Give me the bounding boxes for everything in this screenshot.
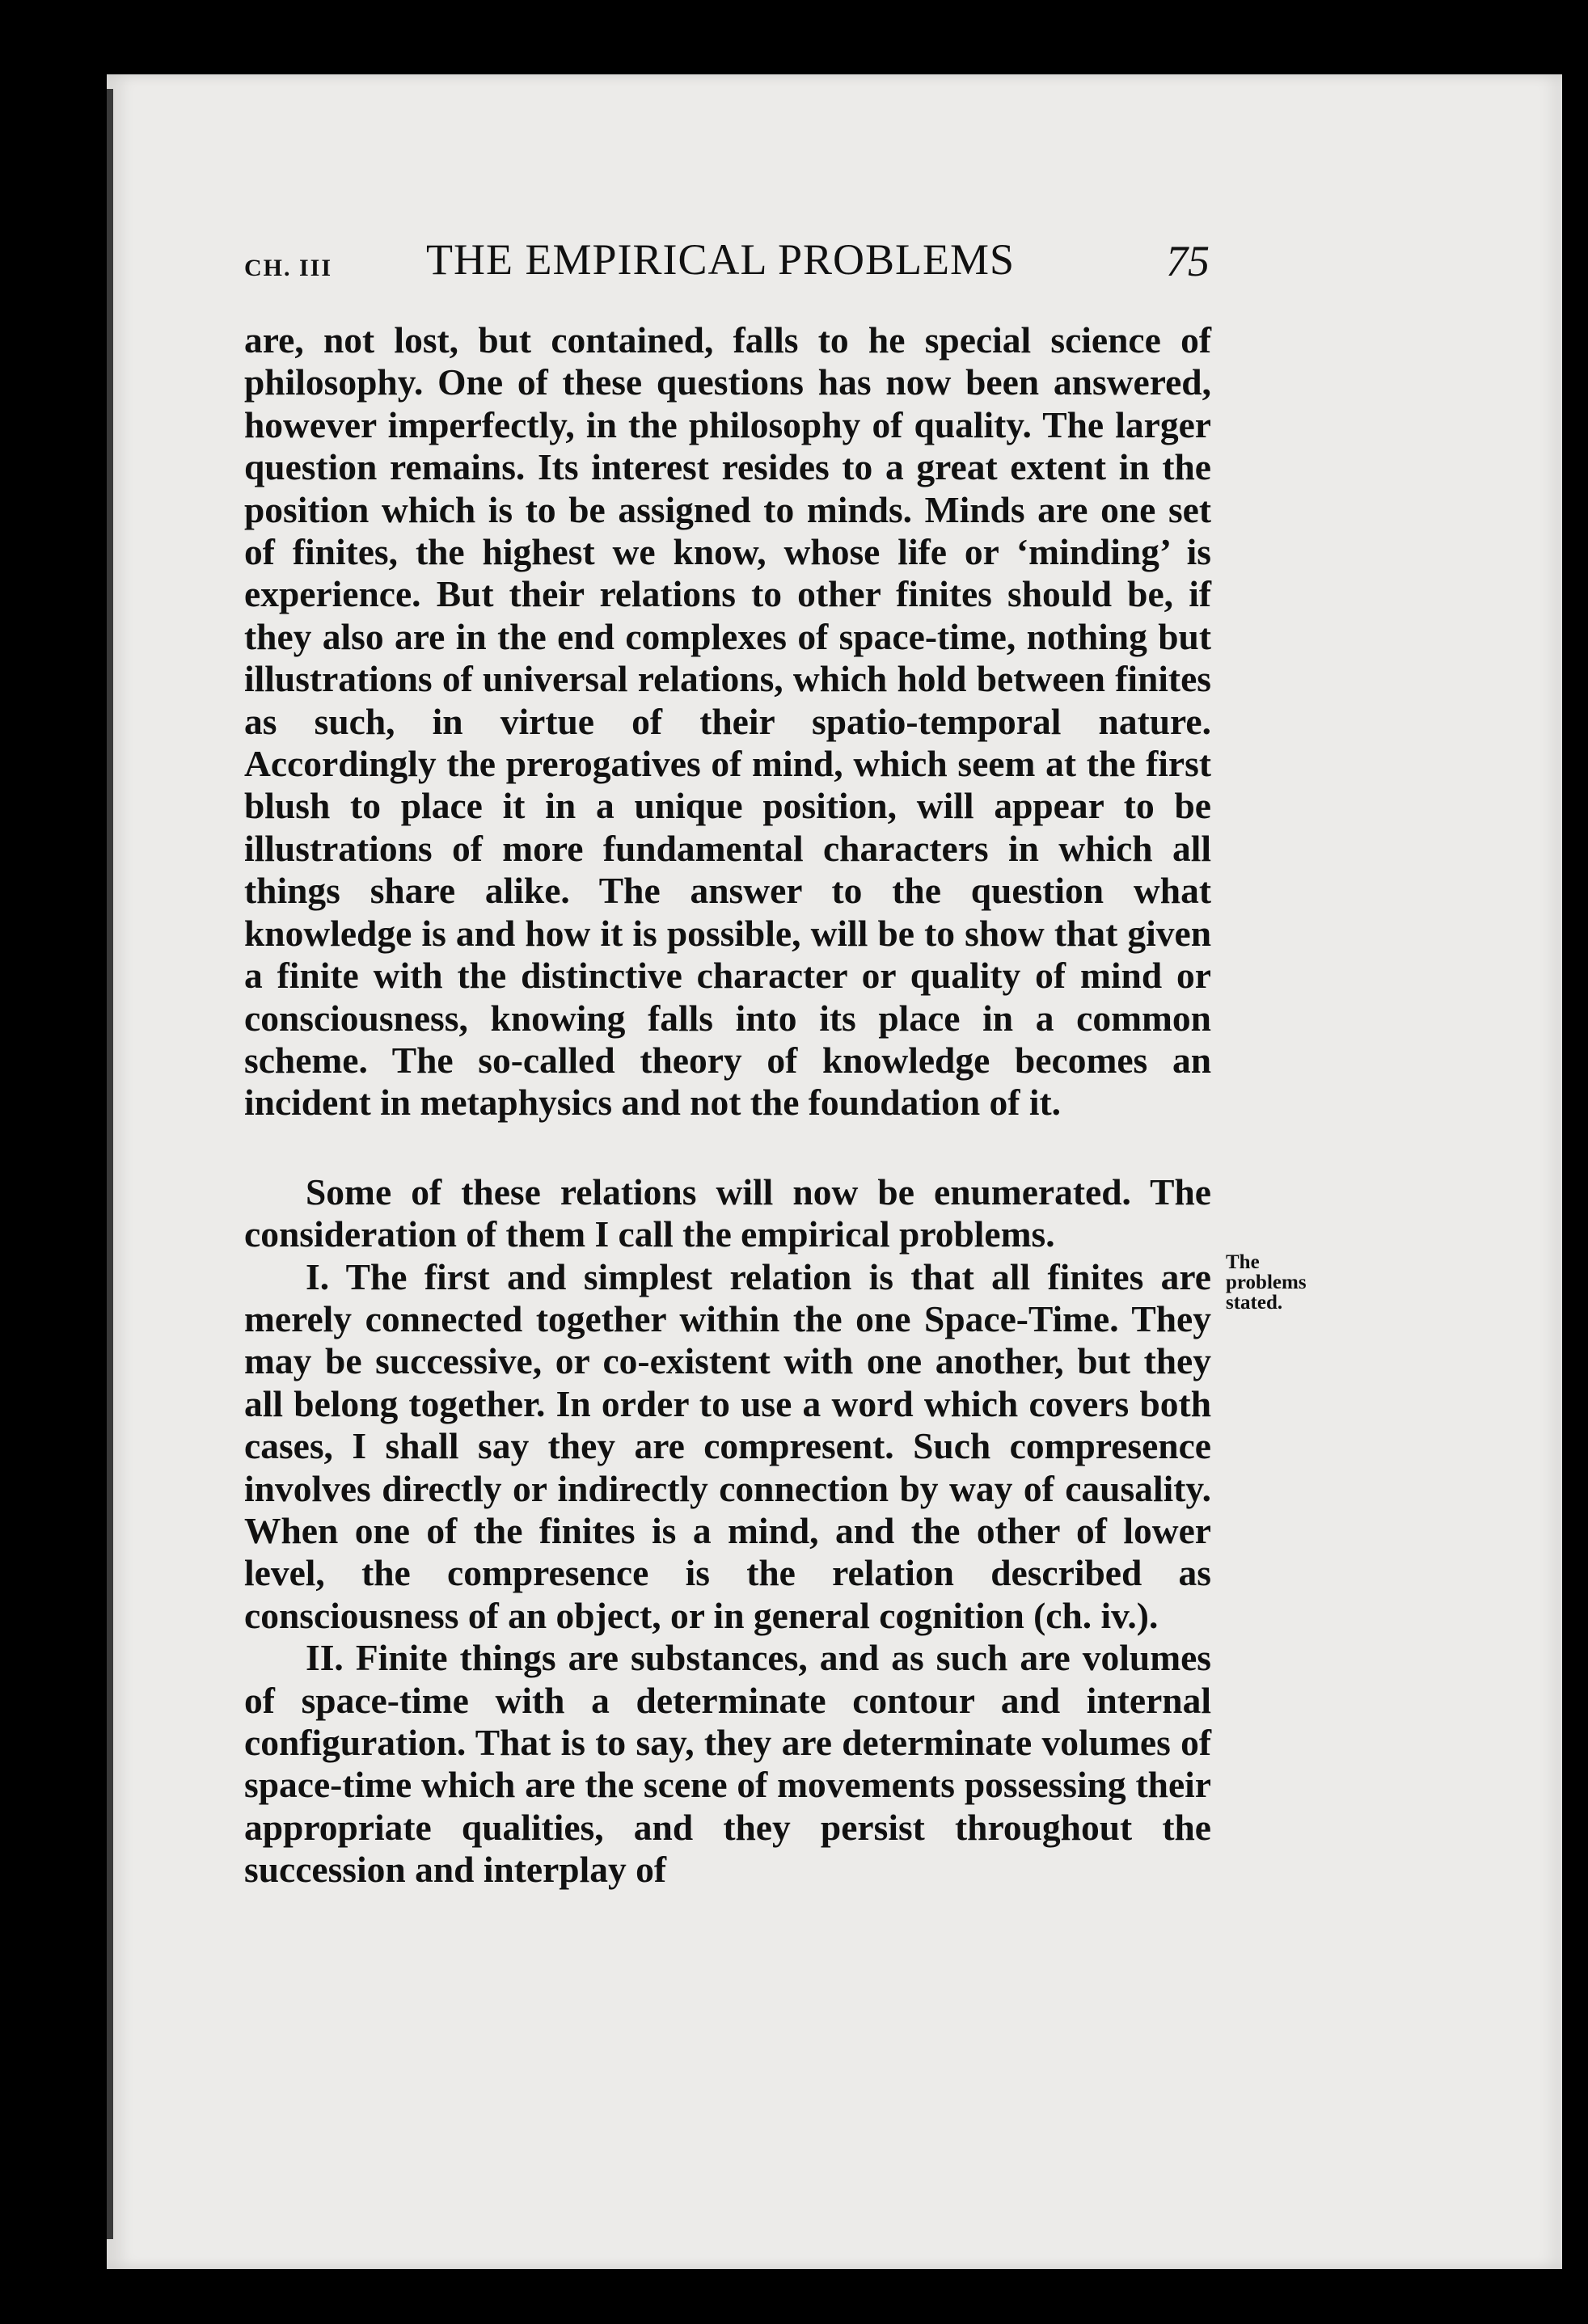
paragraph: are, not lost, but contained, falls to he special science of philosophy. One of these questions has now been answered, however imperfectly, in the philosophy of quality. The larger question remains. Its interest resides to a great extent in the position which is to be assigned to minds. Minds are one set of finites, the highest we know, whose life or ‘minding’ is experience. But their relations to other finites should be, if they also are in the end complexes of space-time, nothing but illustrations of universal relations, which hold between finites as such, in virtue of their spatio-temporal nature. Accordingly the prerogatives of mind, which seem at the first blush to place it in a unique position, will appear to be illustrations of more fundamental characters in which all things share alike. The answer to the question what knowledge is and how it is possible, will be to show that given a finite with the distinctive character or quality of mind or consciousness, knowing falls into its place in a common scheme. The so-called theory of knowledge becomes an incident in metaphysics and not the foundation of it. — [244, 319, 1211, 1124]
page-gutter — [107, 89, 113, 2239]
page-number: 75 — [1166, 237, 1210, 285]
running-header — [244, 234, 1214, 299]
paragraph: Some of these relations will now be enumerated. The consideration of them I call the empirical problems. — [244, 1170, 1211, 1255]
margin-note — [1226, 1252, 1339, 1313]
margin-note-line: The — [1226, 1251, 1260, 1273]
margin-note-line: stated. — [1226, 1292, 1283, 1314]
paragraph: I. The first and simplest relation is that all finites are merely connected together within the one Space-Time. They may be successive, or co-existent with one another, but they all belong together. In order to use a word which covers both cases, I shall say they are compresent. Such compresence involves directly or indirectly connection by way of causality. When one of the finites is a mind, and the other of lower level, the compresence is the relation described as consciousness of an object, or in general cognition (ch. iv.). — [244, 1255, 1211, 1636]
margin-note-line: problems — [1226, 1272, 1307, 1293]
running-title: THE EMPIRICAL PROBLEMS — [426, 235, 1016, 284]
body-text — [244, 319, 1211, 1892]
chapter-label: CH. III — [244, 255, 333, 281]
paragraph: II. Finite things are substances, and as such are volumes of space-time with a determinate contour and internal configuration. That is to say, they are determinate volumes of space-time which are the scene of movements possessing their appropriate qualities, and they persist throughout the succession and interplay of — [244, 1637, 1211, 1891]
